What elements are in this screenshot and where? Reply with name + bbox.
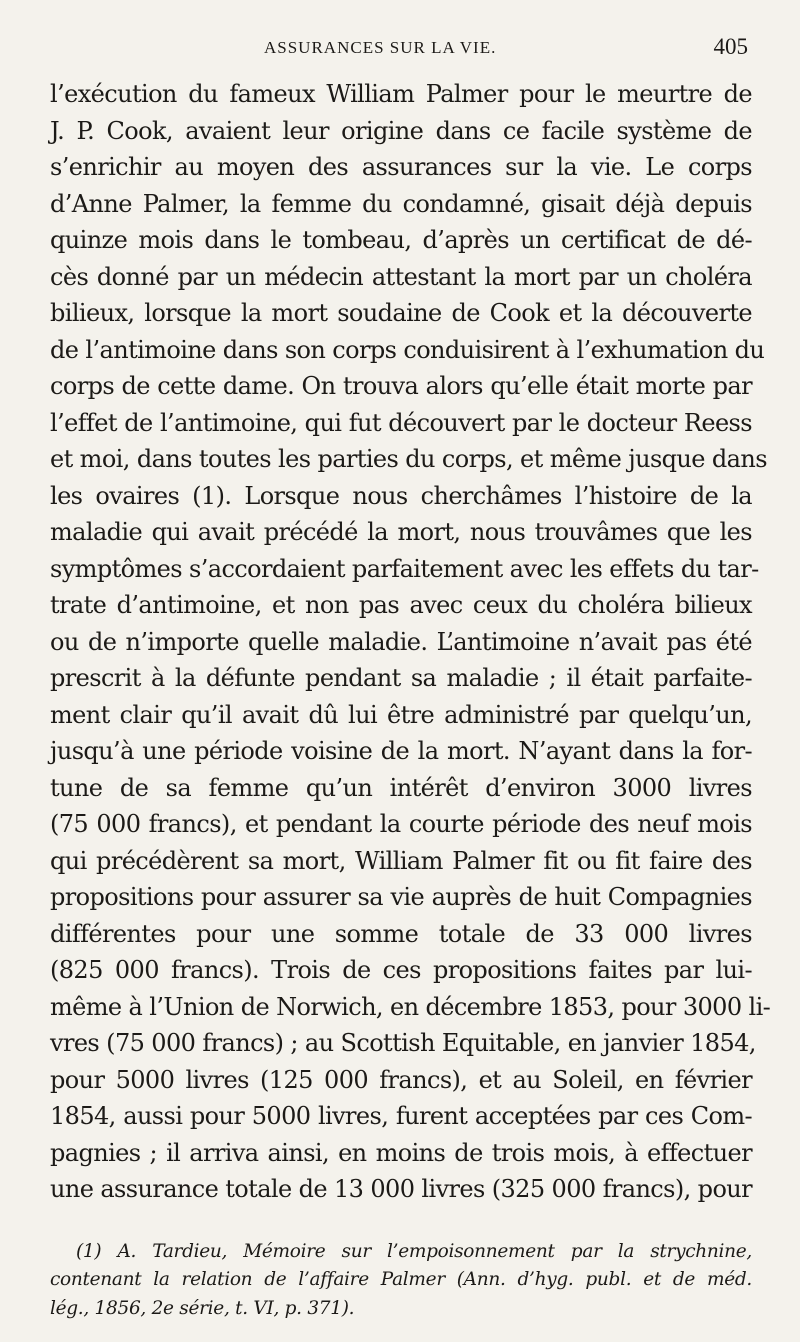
text-line: trate d’antimoine, et non pas avec ceux du choléra bilieux xyxy=(50,591,752,619)
text-line: pagnies ; il arriva ainsi, en moins de trois mois, à effectuer xyxy=(50,1138,752,1167)
text-line: bilieux, lorsque la mort soudaine de Cook et la découverte xyxy=(50,299,752,327)
text-line: (825 000 francs). Trois de ces propositions faites par lui- xyxy=(50,956,752,984)
text-line: cès donné par un médecin attestant la mort par un choléra xyxy=(50,262,752,291)
text-line: tune de sa femme qu’un intérêt d’environ 3000 livres xyxy=(50,773,752,802)
text-line: l’exécution du fameux William Palmer pour le meurtre de xyxy=(50,80,752,108)
text-line: ment clair qu’il avait dû lui être administré par quelqu’un, xyxy=(50,700,752,729)
text-line: pour 5000 livres (125 000 francs), et au Soleil, en février xyxy=(50,1065,752,1094)
text-line: et moi, dans toutes les parties du corps, et même jusque dans xyxy=(50,445,767,473)
page-header xyxy=(50,34,752,74)
running-title: ASSURANCES SUR LA VIE. xyxy=(264,38,497,57)
text-line: prescrit à la défunte pendant sa maladie ; il était parfaite- xyxy=(50,664,752,692)
text-line: jusqu’à une période voisine de la mort. N’ayant dans la for- xyxy=(50,737,752,765)
text-line: l’effet de l’antimoine, qui fut découvert par le docteur Reess xyxy=(50,408,752,437)
text-line: d’Anne Palmer, la femme du condamné, gisait déjà depuis xyxy=(50,189,752,218)
text-line: J. P. Cook, avaient leur origine dans ce facile système de xyxy=(50,116,752,145)
text-line: même à l’Union de Norwich, en décembre 1853, pour 3000 li- xyxy=(50,992,771,1021)
text-line: les ovaires (1). Lorsque nous cherchâmes l’histoire de la xyxy=(50,481,752,510)
text-line: (75 000 francs), et pendant la courte période des neuf mois xyxy=(50,810,752,838)
text-line: symptômes s’accordaient parfaitement avec les effets du tar- xyxy=(50,554,759,583)
page-number: 405 xyxy=(713,34,748,59)
text-line: une assurance totale de 13 000 livres (325 000 francs), pour xyxy=(50,1175,753,1203)
text-line: de l’antimoine dans son corps conduisirent à l’exhumation du xyxy=(50,335,765,364)
body-text xyxy=(50,76,771,1208)
footnote xyxy=(50,1238,752,1324)
footnote-line: lég., 1856, 2e série, t. VI, p. 371). xyxy=(50,1297,355,1319)
text-line: s’enrichir au moyen des assurances sur la vie. Le corps xyxy=(50,153,752,181)
footnote-line: contenant la relation de l’affaire Palmer (Ann. d’hyg. publ. et de méd. xyxy=(50,1269,752,1290)
text-line: différentes pour une somme totale de 33 000 livres xyxy=(50,919,752,948)
text-line: quinze mois dans le tombeau, d’après un certificat de dé- xyxy=(50,226,752,254)
text-line: vres (75 000 francs) ; au Scottish Equitable, en janvier 1854, xyxy=(50,1029,756,1057)
text-line: maladie qui avait précédé la mort, nous trouvâmes que les xyxy=(50,518,752,546)
text-line: qui précédèrent sa mort, William Palmer fit ou fit faire des xyxy=(50,846,752,875)
footnote-line: (1) A. Tardieu, Mémoire sur l’empoisonnement par la strychnine, xyxy=(76,1240,752,1262)
text-line: 1854, aussi pour 5000 livres, furent acceptées par ces Com- xyxy=(50,1102,752,1130)
text-line: corps de cette dame. On trouva alors qu’elle était morte par xyxy=(50,372,752,400)
text-line: propositions pour assurer sa vie auprès de huit Compagnies xyxy=(50,883,752,911)
text-line: ou de n’importe quelle maladie. L’antimoine n’avait pas été xyxy=(50,627,752,656)
